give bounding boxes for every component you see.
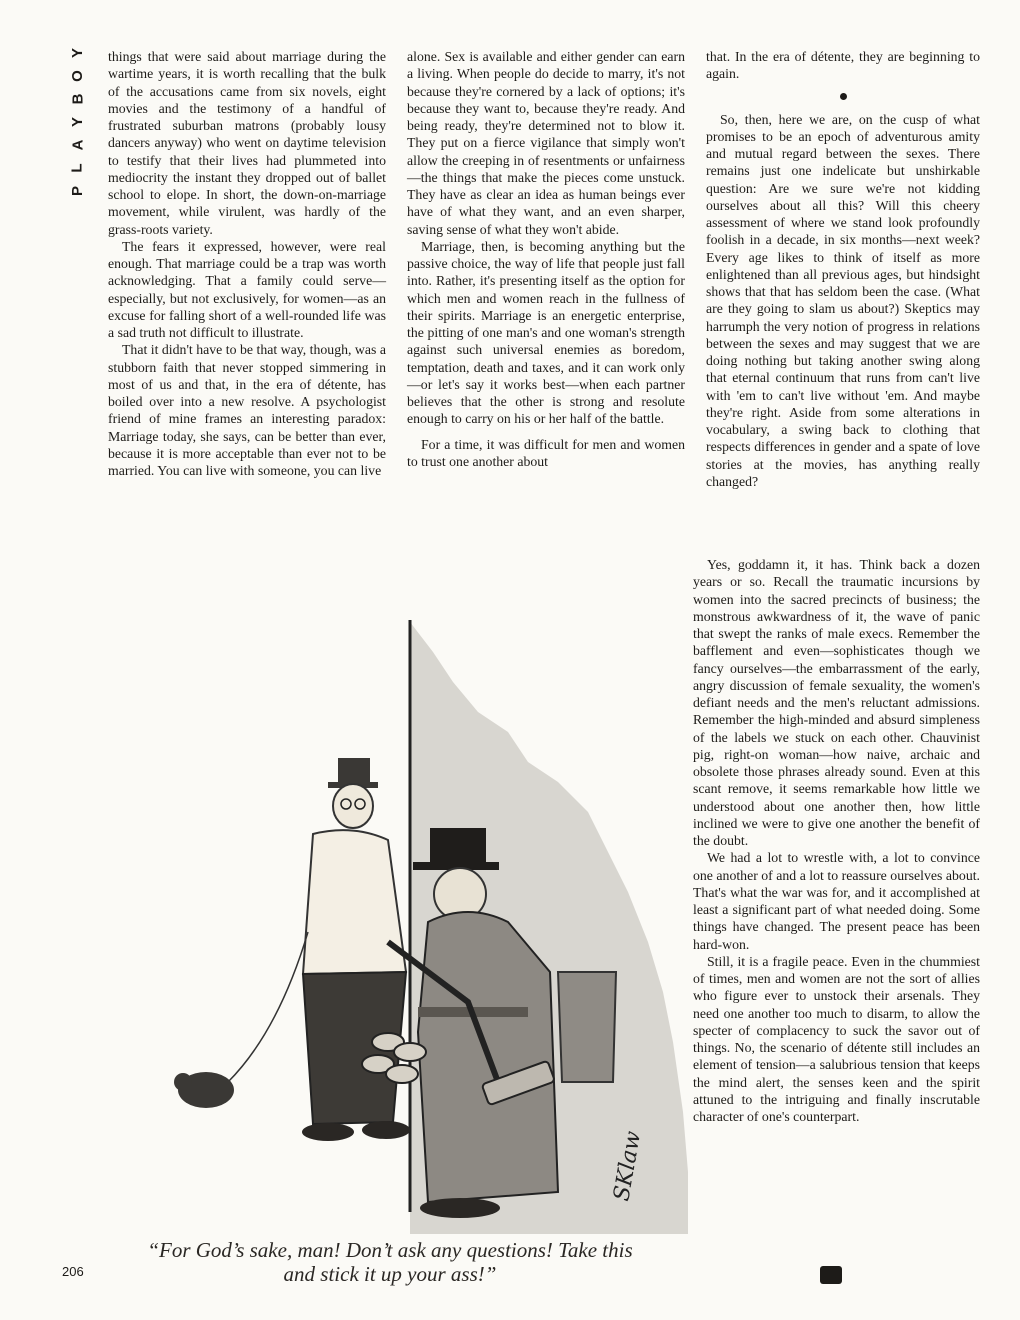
artist-signature: SKlaw xyxy=(609,1129,647,1204)
article-column-2 xyxy=(407,48,685,470)
paragraph: For a time, it was difficult for men and women to trust one another about xyxy=(407,436,685,469)
paragraph: That it didn't have to be that way, though, was a stubborn faith that never stopped simmering in most of us and that, in the era of détente, has boiled over into a new resolve. A psychologist friend of mine frames an interesting paradox: Marriage today, she says, can be better than ever, because it is more acceptable than ever not to be married. You can live with someone, you can live xyxy=(108,342,386,478)
paragraph: Yes, goddamn it, it has. Think back a dozen years or so. Recall the traumatic incursions by women into the sacred precincts of business; the monstrous awkwardness of it, the wave of panic that swept the ranks of male execs. Remember the bafflement and even—sophisticates though we fancy ourselves—the embarrassment of the early, angry discussion of female sexuality, the women's defiant needs and the men's reluctant admissions. Remember the high-minded and absurd simpleness of the labels we stuck on each other. Chauvinist pig, right-on woman—how naive, archaic and obsolete those phrases already sound. Even at this scant remove, it seems remarkable how little we understood about one another then, how little inclined we were to give one another the benefit of the doubt. xyxy=(693,557,980,848)
article-column-3-top xyxy=(706,48,980,490)
article-column-1 xyxy=(108,48,386,479)
playboy-bunny-end-mark-icon xyxy=(820,1266,842,1284)
paragraph: that. In the era of détente, they are beginning to again. xyxy=(706,49,980,82)
running-head-letter: A xyxy=(69,137,86,151)
paragraph: So, then, here we are, on the cusp of what promises to be an epoch of adventurous amity and mutual regard between the sexes. There remains just one indelicate but unshirkable question: Are we sure we're not kidding ourselves about all this? Will this cheery assessment of where we stand look profoundly foolish in a decade, in six months—next week? Every age likes to think of itself as more enlightened than all previous ages, but hindsight shows that that has seldom been the case. (What are they going to slam us about?) Skeptics may harrumph the very notion of progress in relations between the sexes and may suggest that we are doing nothing but taking another swing along that eternal continuum that runs from can't live with 'em to can't live without 'em. And maybe they're right. Aside from some alterations in vocabulary, a swing back to clothing that respects differences in gender and a spate of love stories at the movies, has anything really changed? xyxy=(706,111,980,489)
paragraph: We had a lot to wrestle with, a lot to convince one another of and a lot to reassure ourselves about. That's what the war was for, and it accomplished at least a significant part of what needed doing. Some things have changed. The present peace has been hard-won. xyxy=(693,850,980,952)
section-break-bullet xyxy=(840,93,847,100)
running-head-letter: L xyxy=(68,161,86,173)
cartoon-illustration xyxy=(88,612,688,1234)
running-head-letter: Y xyxy=(68,45,86,59)
page-number: 206 xyxy=(62,1264,84,1279)
trash-can xyxy=(558,972,616,1082)
man-with-dog xyxy=(174,758,410,1141)
paragraph: alone. Sex is available and either gender can earn a living. When people do decide to marry, it's not because they're cornered by a lack of options; it's because they want to, because they're ready. And being ready, they're determined not to blow it. They put on a fierce vigilance that simply won't allow the creeping in of resentments or unfairness—the things that make the pieces come unstuck. They have as clear an idea as human beings ever have of what they want, and an even sharper, saving sense of what they won't abide. xyxy=(407,49,685,237)
running-head-letter: O xyxy=(68,68,86,82)
paragraph: Marriage, then, is becoming anything but the passive choice, the way of life that people just fall into. Rather, it's presenting itself as the option for which men and women reach in the fullness of their spirits. Marriage is an energetic enterprise, the pitting of one man's and one woman's strength against such universal enemies as boredom, temptation, death and taxes, and it can work only—or let's say it works best—when each partner believes that the other is strong and resolute enough to carry on his or her half of the battle. xyxy=(407,238,685,427)
cartoon-caption: “For God’s sake, man! Don’t ask any questions! Take this and stick it up your ass!” xyxy=(147,1238,633,1286)
running-head-letter: B xyxy=(69,91,86,105)
running-head xyxy=(60,42,96,200)
running-head-letter: Y xyxy=(68,114,86,128)
running-head-letter: P xyxy=(68,183,86,197)
paragraph: Still, it is a fragile peace. Even in the chummiest of times, men and women are not the sort of allies who figure ever to unstock their arsenals. They need one another too much to disarm, to allow the specter of complacency to suck the savor out of things. No, the scenario of détente still includes an element of tension—a salubrious tension that keeps the mind alert, the senses keen and the spirit attuned to the intriguing and finally inscrutable character of one's counterpart. xyxy=(693,953,980,1124)
article-column-3-bottom xyxy=(693,556,980,1125)
paragraph: The fears it expressed, however, were real enough. That marriage could be a trap was worth acknowledging. That a family could serve—especially, but not exclusively, for women—as an excuse for falling short of a well-rounded life was a sad truth not difficult to illustrate. xyxy=(108,238,386,340)
paragraph: things that were said about marriage during the wartime years, it is worth recalling that the bulk of the accusations came from six novels, eight movies and the testimony of a handful of frustrated suburban matrons (probably lousy dancers anyway) who went on daytime television to testify that their lives had plummeted into mediocrity the instant they dropped out of ballet school to elope. In short, the down-on-marriage movement, while virulent, was hardly of the grass-roots variety. xyxy=(108,49,386,237)
